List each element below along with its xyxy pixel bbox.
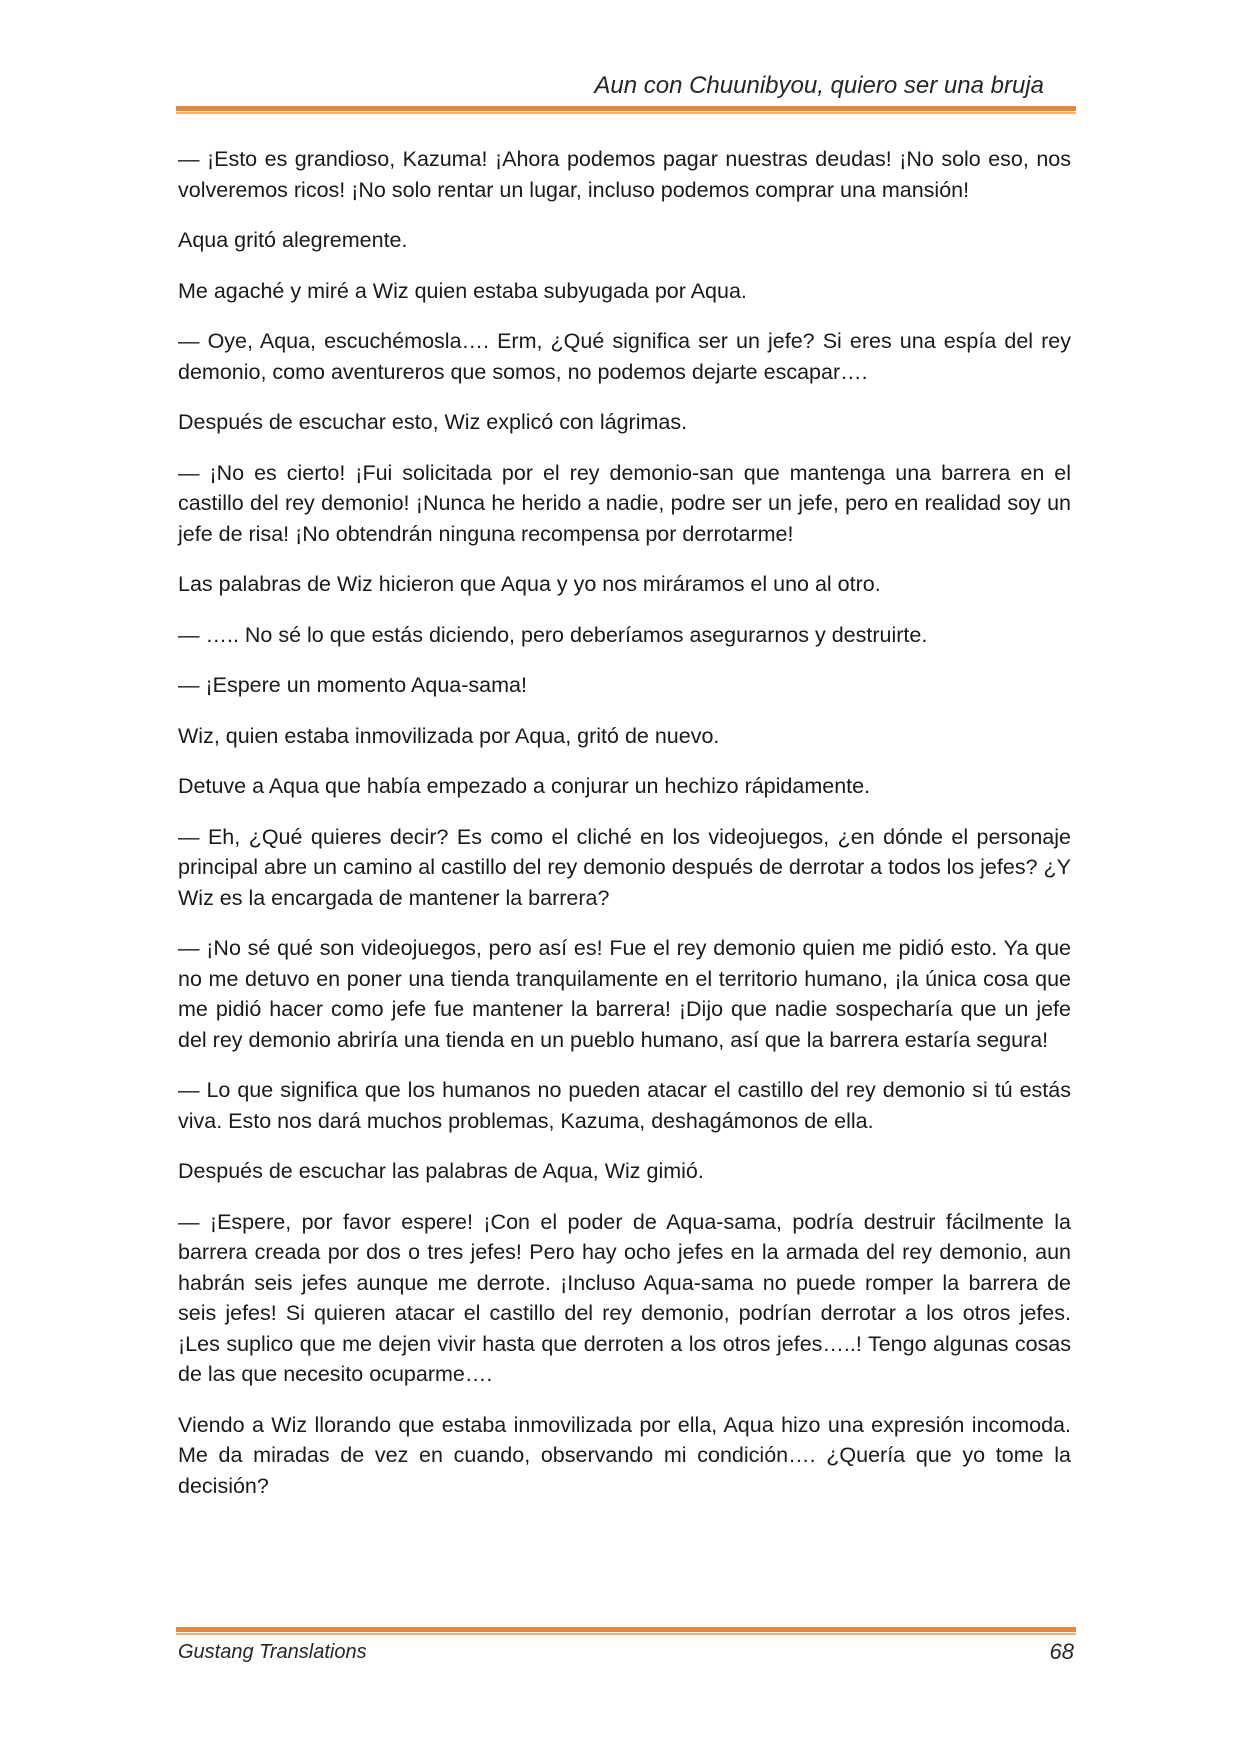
paragraph: Las palabras de Wiz hicieron que Aqua y yo nos miráramos el uno al otro. (178, 572, 881, 596)
header-rule-thin (176, 112, 1076, 114)
paragraph: — Oye, Aqua, escuchémosla…. Erm, ¿Qué significa ser un jefe? Si eres una espía del rey demonio, como aventureros que somos, no podemos dejarte escapar…. (178, 329, 1071, 384)
paragraph: — ¡No es cierto! ¡Fui solicitada por el rey demonio-san que mantenga una barrera en el castillo del rey demonio! ¡Nunca he herido a nadie, podre ser un jefe, pero en realidad soy un jefe de risa! ¡No obtendrán ninguna recompensa por derrotarme! (178, 460, 1071, 546)
paragraph: Después de escuchar esto, Wiz explicó con lágrimas. (178, 410, 688, 434)
paragraph: Aqua gritó alegremente. (178, 228, 408, 252)
footer-rule (176, 1627, 1076, 1632)
running-header-title: Aun con Chuunibyou, quiero ser una bruja (594, 72, 1044, 99)
paragraph: — ¡Esto es grandioso, Kazuma! ¡Ahora podemos pagar nuestras deudas! ¡No solo eso, nos volveremos ricos! ¡No solo rentar un lugar, incluso podemos comprar una mansión! (178, 147, 1071, 202)
header-rule (176, 106, 1076, 111)
footer-translator: Gustang Translations (178, 1641, 367, 1663)
paragraph: — Eh, ¿Qué quieres decir? Es como el cliché en los videojuegos, ¿en dónde el personaje principal abre un camino al castillo del rey demonio después de derrotar a todos los jefes? ¿Y Wiz es la encargada de mantener la barrera? (178, 824, 1071, 910)
paragraph: — ¡Espere un momento Aqua-sama! (178, 673, 527, 697)
paragraph: Detuve a Aqua que había empezado a conjurar un hechizo rápidamente. (178, 774, 871, 798)
paragraph: — ….. No sé lo que estás diciendo, pero deberíamos asegurarnos y destruirte. (178, 622, 928, 647)
page-number: 68 (1049, 1639, 1074, 1664)
paragraph: — Lo que significa que los humanos no pueden atacar el castillo del rey demonio si tú estás viva. Esto nos dará muchos problemas, Kazuma, deshagámonos de ella. (178, 1078, 1071, 1133)
paragraph: Me agaché y miré a Wiz quien estaba subyugada por Aqua. (178, 278, 747, 303)
paragraph: Wiz, quien estaba inmovilizada por Aqua, gritó de nuevo. (178, 723, 720, 748)
body-text (178, 144, 1071, 1521)
paragraph: Después de escuchar las palabras de Aqua, Wiz gimió. (178, 1159, 704, 1183)
paragraph: — ¡No sé qué son videojuegos, pero así es! Fue el rey demonio quien me pidió esto. Ya que no me detuvo en poner una tienda tranquilamente en el territorio humano, ¡la única cosa que me pidió hacer como jefe fue mantener la barrera! ¡Dijo que nadie sospecharía que un jefe del rey demonio abriría una tienda en un pueblo humano, así que la barrera estaría segura! (178, 936, 1071, 1052)
paragraph: Viendo a Wiz llorando que estaba inmovilizada por ella, Aqua hizo una expresión incomoda. Me da miradas de vez en cuando, observando mi condición…. ¿Quería que yo tome la decisión? (178, 1412, 1071, 1498)
footer-rule-thin (176, 1633, 1076, 1635)
paragraph: — ¡Espere, por favor espere! ¡Con el poder de Aqua-sama, podría destruir fácilmente la barrera creada por dos o tres jefes! Pero hay ocho jefes en la armada del rey demonio, aun habrán seis jefes aunque me derrote. ¡Incluso Aqua-sama no puede romper la barrera de seis jefes! Si quieren atacar el castillo del rey demonio, podrían derrotar a los otros jefes. ¡Les suplico que me dejen vivir hasta que derroten a los otros jefes…..! Tengo algunas cosas de las que necesito ocuparme…. (178, 1209, 1071, 1386)
